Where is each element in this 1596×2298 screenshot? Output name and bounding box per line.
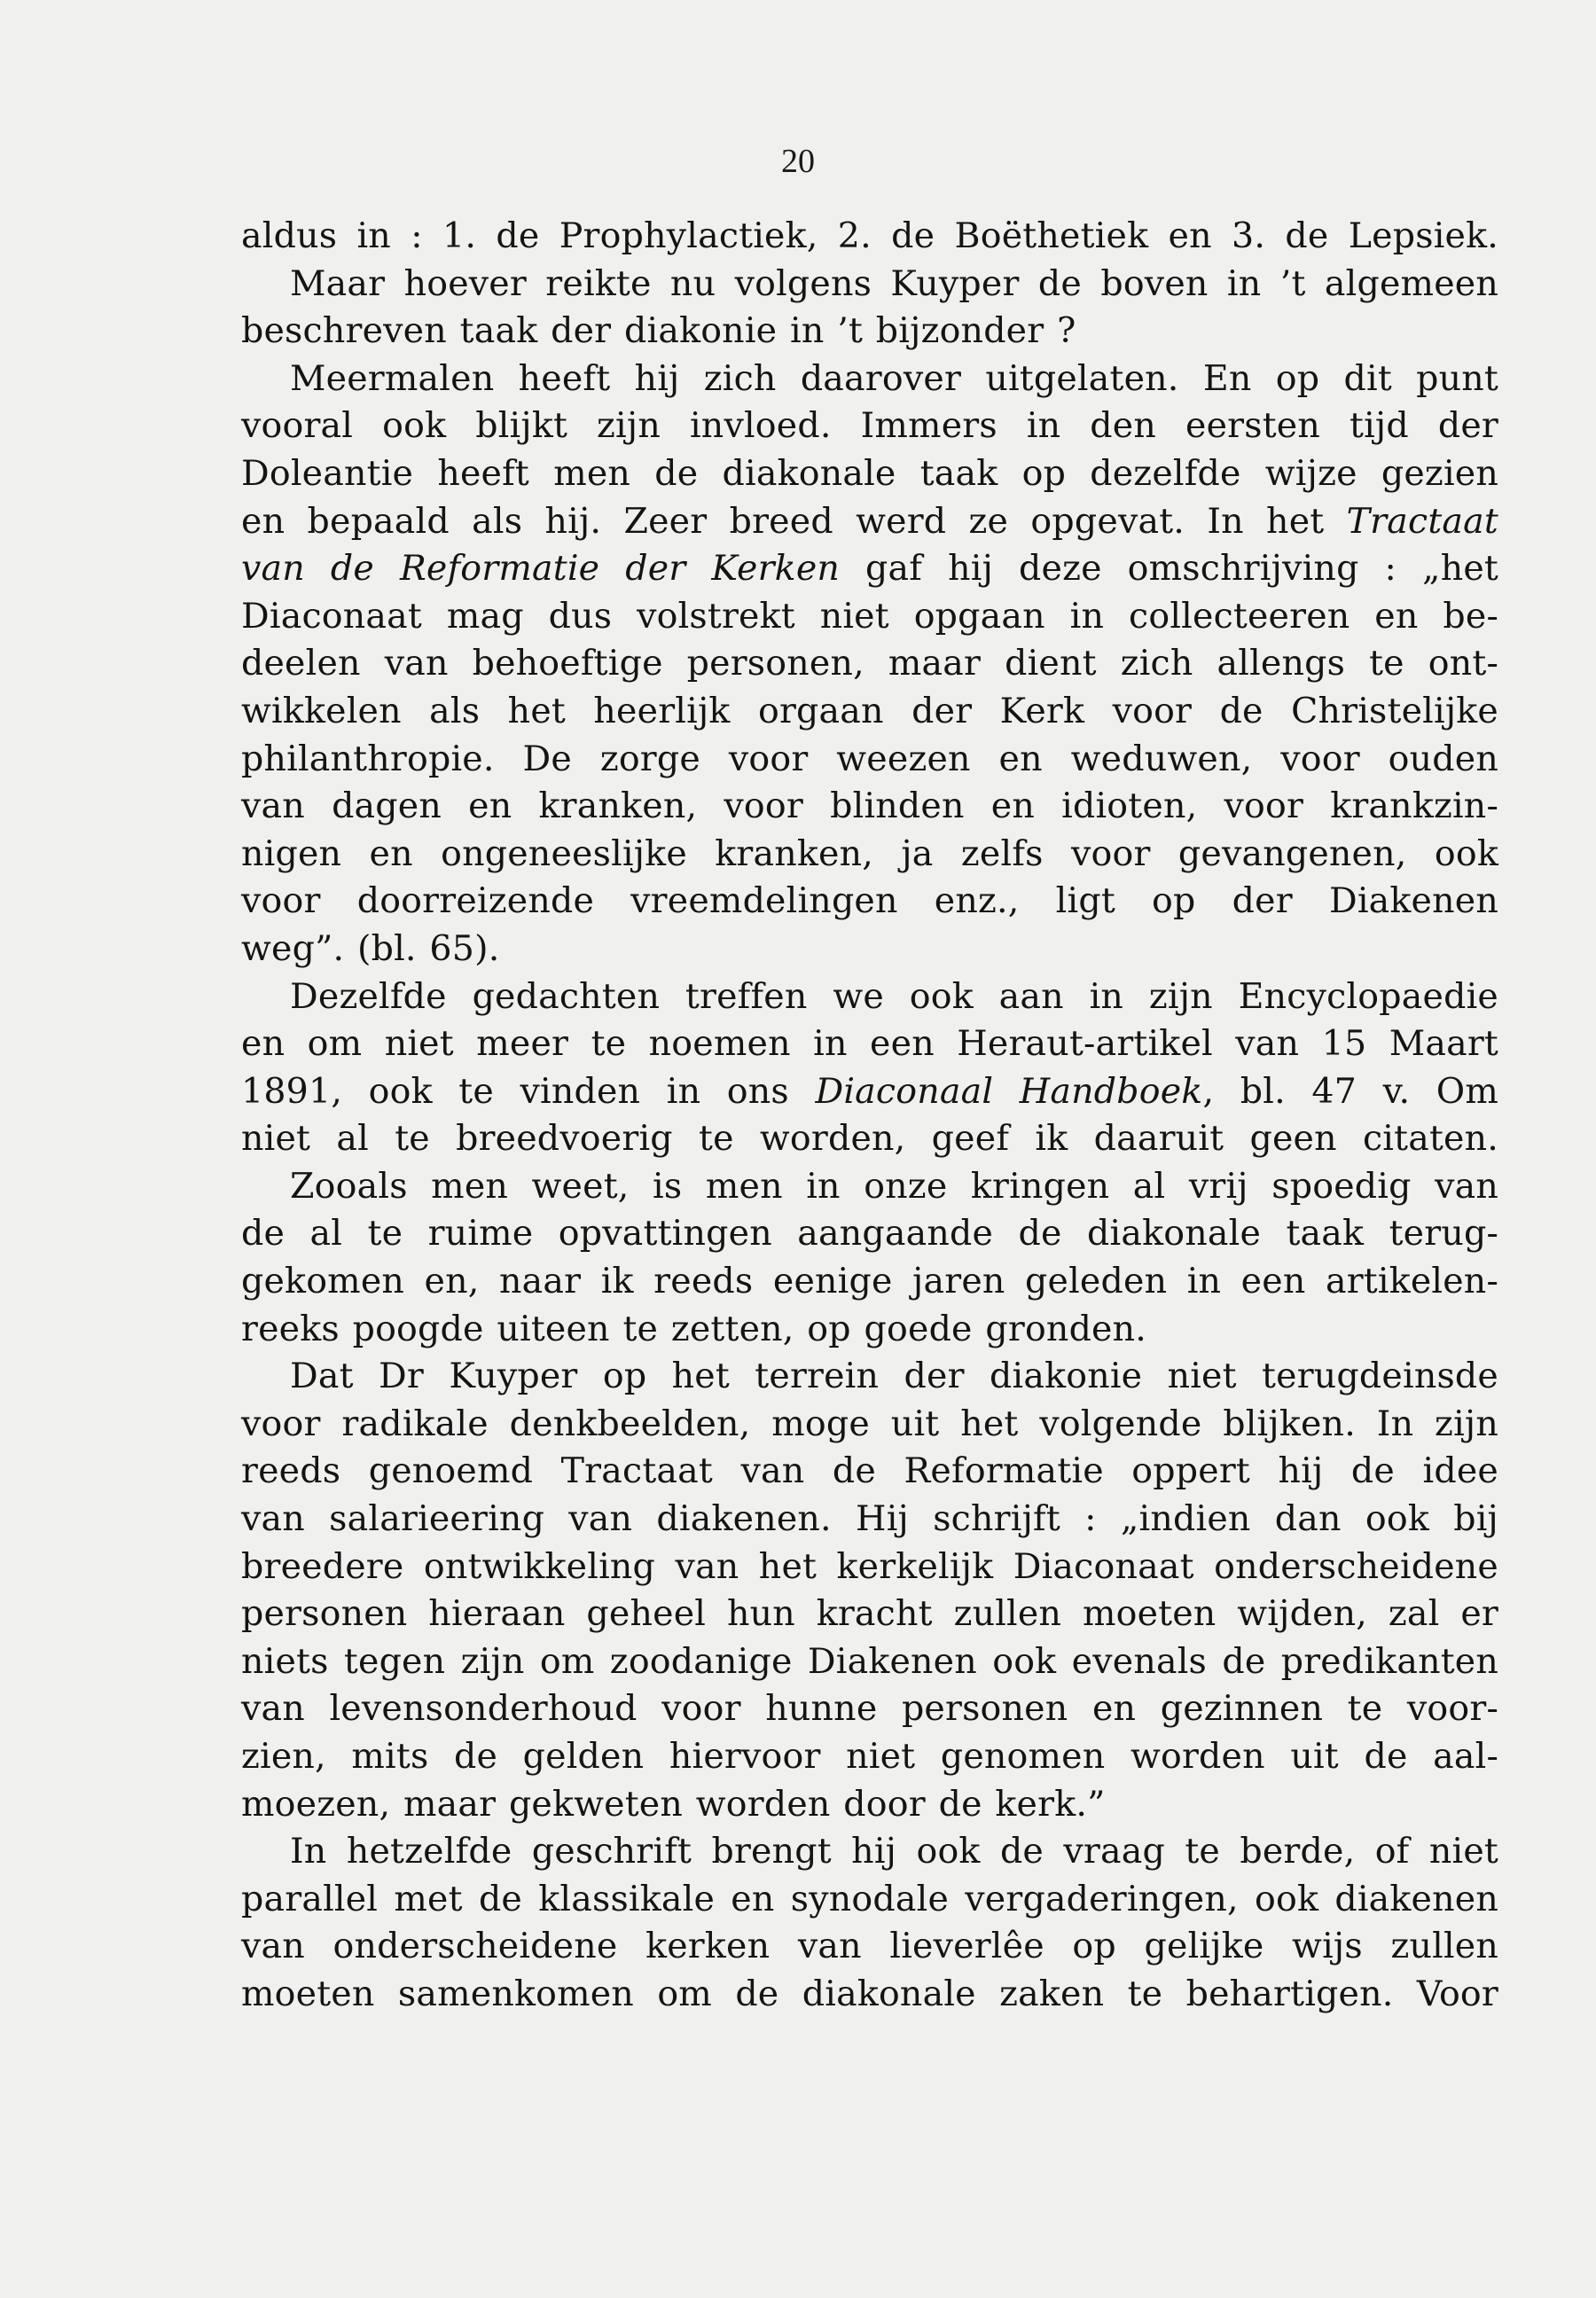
text-line: gekomen en, naar ik reeds eenige jaren geleden in een artikelen- [241,1261,1498,1302]
text-line: Maar hoever reikte nu volgens Kuyper de boven in ’t algemeen [290,262,1498,304]
text-line: van dagen en kranken, voor blinden en idioten, voor krankzin- [241,786,1498,827]
text-line: In hetzelfde geschrift brengt hij ook de vraag te berde, of niet [290,1831,1498,1872]
text-line: Dezelfde gedachten treffen we ook aan in zijn Encyclopaedie [290,975,1498,1017]
text-line: aldus in : 1. de Prophylactiek, 2. de Boëthetiek en 3. de Lepsiek. [241,215,1498,256]
text-line: en om niet meer te noemen in een Heraut-artikel van 15 Maart [241,1023,1498,1065]
text-line: zien, mits de gelden hiervoor niet genomen worden uit de aal- [241,1736,1498,1777]
body-text [241,213,1498,2019]
text-line: en bepaald als hij. Zeer breed werd ze opgevat. In het Tractaat [241,500,1498,542]
text-line: Doleantie heeft men de diakonale taak op dezelfde wijze gezien [241,452,1498,494]
text-line: philanthropie. De zorge voor weezen en weduwen, voor ouden [241,738,1498,779]
text-line: beschreven taak der diakonie in ’t bijzonder ? [241,310,1076,352]
text-line: Zooals men weet, is men in onze kringen al vrij spoedig van [290,1165,1498,1207]
text-line: Meermalen heeft hij zich daarover uitgelaten. En op dit punt [290,357,1498,399]
italic-title: van de Reformatie der Kerken [241,548,841,590]
text-line: moeten samenkomen om de diakonale zaken te behartigen. Voor [241,1973,1498,2014]
text-line: Diaconaat mag dus volstrekt niet opgaan in collecteeren en be- [241,595,1498,637]
text-line: Dat Dr Kuyper op het terrein der diakonie niet terugdeinsde [290,1356,1498,1397]
text-line: weg”. (bl. 65). [241,927,500,969]
text-line: niets tegen zijn om zoodanige Diakenen ook evenals de predikanten [241,1640,1498,1682]
text-line: van de Reformatie der Kerken gaf hij deze omschrijving : „het [241,548,1499,590]
text-line: voor radikale denkbeelden, moge uit het volgende blijken. In zijn [241,1403,1498,1444]
text-line: van levensonderhoud voor hunne personen en gezinnen te voor- [241,1688,1498,1730]
text-line: deelen van behoeftige personen, maar dient zich allengs te ont- [241,643,1498,684]
text-line: nigen en ongeneeslijke kranken, ja zelfs voor gevangenen, ook [241,832,1498,874]
text-line: personen hieraan geheel hun kracht zullen moeten wijden, zal er [241,1593,1498,1635]
text-line: van salarieering van diakenen. Hij schrijft : „indien dan ook bij [241,1498,1498,1540]
text-line: van onderscheidene kerken van lieverlêe op gelijke wijs zullen [241,1926,1498,1967]
text-line: voor doorreizende vreemdelingen enz., ligt op der Diakenen [241,880,1498,922]
text-line: 1891, ook te vinden in ons Diaconaal Handboek, bl. 47 v. Om [241,1070,1499,1112]
text-line: breedere ontwikkeling van het kerkelijk Diaconaat onderscheidene [241,1545,1498,1587]
text-line: reeks poogde uiteen te zetten, op goede gronden. [241,1308,1147,1349]
text-line: de al te ruime opvattingen aangaande de diakonale taak terug- [241,1213,1498,1255]
page-number: 20 [781,143,815,180]
text-line: reeds genoemd Tractaat van de Reformatie oppert hij de idee [241,1450,1498,1492]
text-line: vooral ook blijkt zijn invloed. Immers in den eersten tijd der [241,405,1498,447]
italic-title: Tractaat [1346,500,1498,542]
text-line: wikkelen als het heerlijk orgaan der Kerk voor de Christelijke [241,690,1498,731]
italic-title: Diaconaal Handboek [815,1070,1203,1112]
text-line: niet al te breedvoerig te worden, geef ik daaruit geen citaten. [241,1118,1498,1160]
text-line: moezen, maar gekweten worden door de kerk.” [241,1783,1106,1825]
text-line: parallel met de klassikale en synodale vergaderingen, ook diakenen [241,1878,1498,1919]
